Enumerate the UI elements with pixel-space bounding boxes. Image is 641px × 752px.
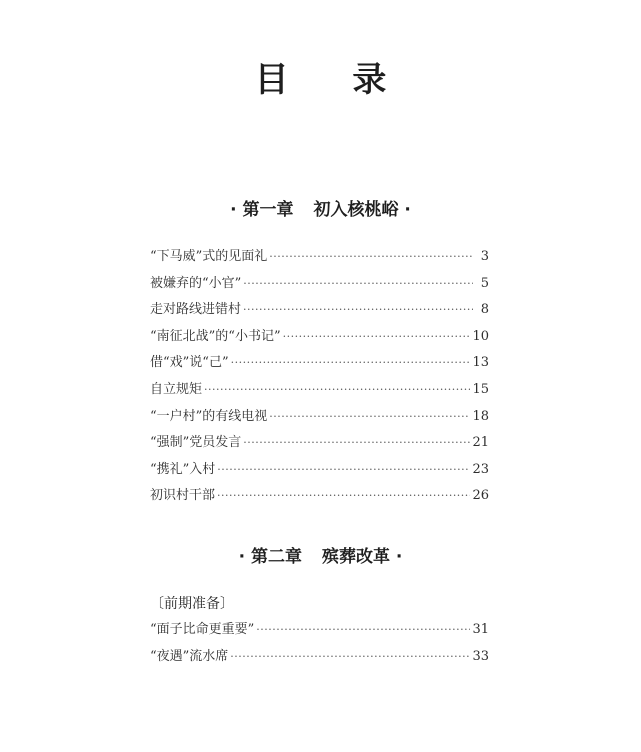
chapter-prefix: ·	[238, 547, 246, 567]
toc-entry-page: 31	[472, 622, 489, 637]
toc-entry-title: “强制”党员发言	[150, 435, 242, 451]
toc-entry-page: 33	[472, 648, 489, 664]
toc-entry[interactable]	[150, 351, 489, 378]
page-title: 目 录	[254, 60, 413, 100]
toc-list-chapter-1	[150, 245, 489, 511]
toc-entry-title: “携礼”入村	[150, 461, 216, 477]
leader-dots	[217, 489, 470, 502]
toc-entry-page: 13	[472, 355, 489, 371]
toc-entry-title: 借“戏”说“己”	[150, 355, 229, 371]
leader-dots	[283, 330, 471, 343]
toc-entry-title: “面子比命更重要”	[150, 622, 255, 637]
chapter-name: 殡葬改革	[322, 547, 390, 567]
chapter-prefix: ·	[230, 200, 237, 220]
leader-dots	[217, 463, 470, 476]
toc-entry-title: 被嫌弃的“小官”	[150, 275, 242, 291]
toc-entry-page: 3	[480, 249, 489, 264]
toc-entry[interactable]	[150, 272, 489, 299]
toc-entry-page: 18	[472, 408, 489, 424]
toc-entry-page: 8	[480, 302, 489, 318]
toc-entry-page: 15	[472, 381, 489, 397]
leader-dots	[243, 436, 470, 449]
toc-entry[interactable]	[150, 458, 489, 485]
chapter-name: 初入核桃峪	[313, 200, 399, 220]
toc-entry[interactable]	[150, 298, 489, 325]
toc-entry[interactable]	[150, 378, 489, 405]
leader-dots	[243, 303, 473, 316]
toc-entry[interactable]	[150, 405, 489, 432]
toc-entry[interactable]	[150, 484, 489, 511]
toc-entry-title: 走对路线进错村	[150, 302, 242, 318]
toc-list-chapter-2	[150, 618, 489, 671]
section-label: 〔前期准备〕	[150, 596, 234, 612]
chapter-suffix: ·	[404, 200, 411, 220]
toc-entry-title: “南征北战”的“小书记”	[150, 328, 281, 344]
toc-entry[interactable]	[150, 645, 489, 672]
chapter-heading-1	[0, 195, 641, 220]
leader-dots	[269, 250, 473, 263]
leader-dots	[204, 383, 470, 396]
leader-dots	[230, 650, 470, 663]
toc-entry-title: “一户村”的有线电视	[150, 408, 268, 424]
leader-dots	[256, 623, 470, 636]
toc-entry-page: 10	[472, 328, 489, 344]
leader-dots	[269, 410, 470, 423]
toc-entry[interactable]	[150, 618, 489, 645]
toc-entry[interactable]	[150, 245, 489, 272]
toc-entry-page: 5	[480, 275, 489, 291]
toc-entry-page: 26	[472, 488, 489, 504]
chapter-number: 第一章	[242, 200, 294, 220]
toc-entry[interactable]	[150, 431, 489, 458]
toc-entry[interactable]	[150, 325, 489, 352]
toc-entry-page: 23	[472, 461, 489, 477]
leader-dots	[243, 277, 473, 290]
chapter-heading-2	[0, 542, 641, 567]
toc-entry-page: 21	[472, 435, 489, 451]
leader-dots	[231, 356, 471, 369]
toc-entry-title: 自立规矩	[150, 381, 203, 397]
chapter-number: 第二章	[251, 547, 302, 567]
toc-entry-title: “下马威”式的见面礼	[150, 249, 268, 264]
toc-entry-title: “夜遇”流水席	[150, 648, 229, 664]
toc-entry-title: 初识村干部	[150, 488, 216, 504]
chapter-suffix: ·	[395, 547, 403, 567]
